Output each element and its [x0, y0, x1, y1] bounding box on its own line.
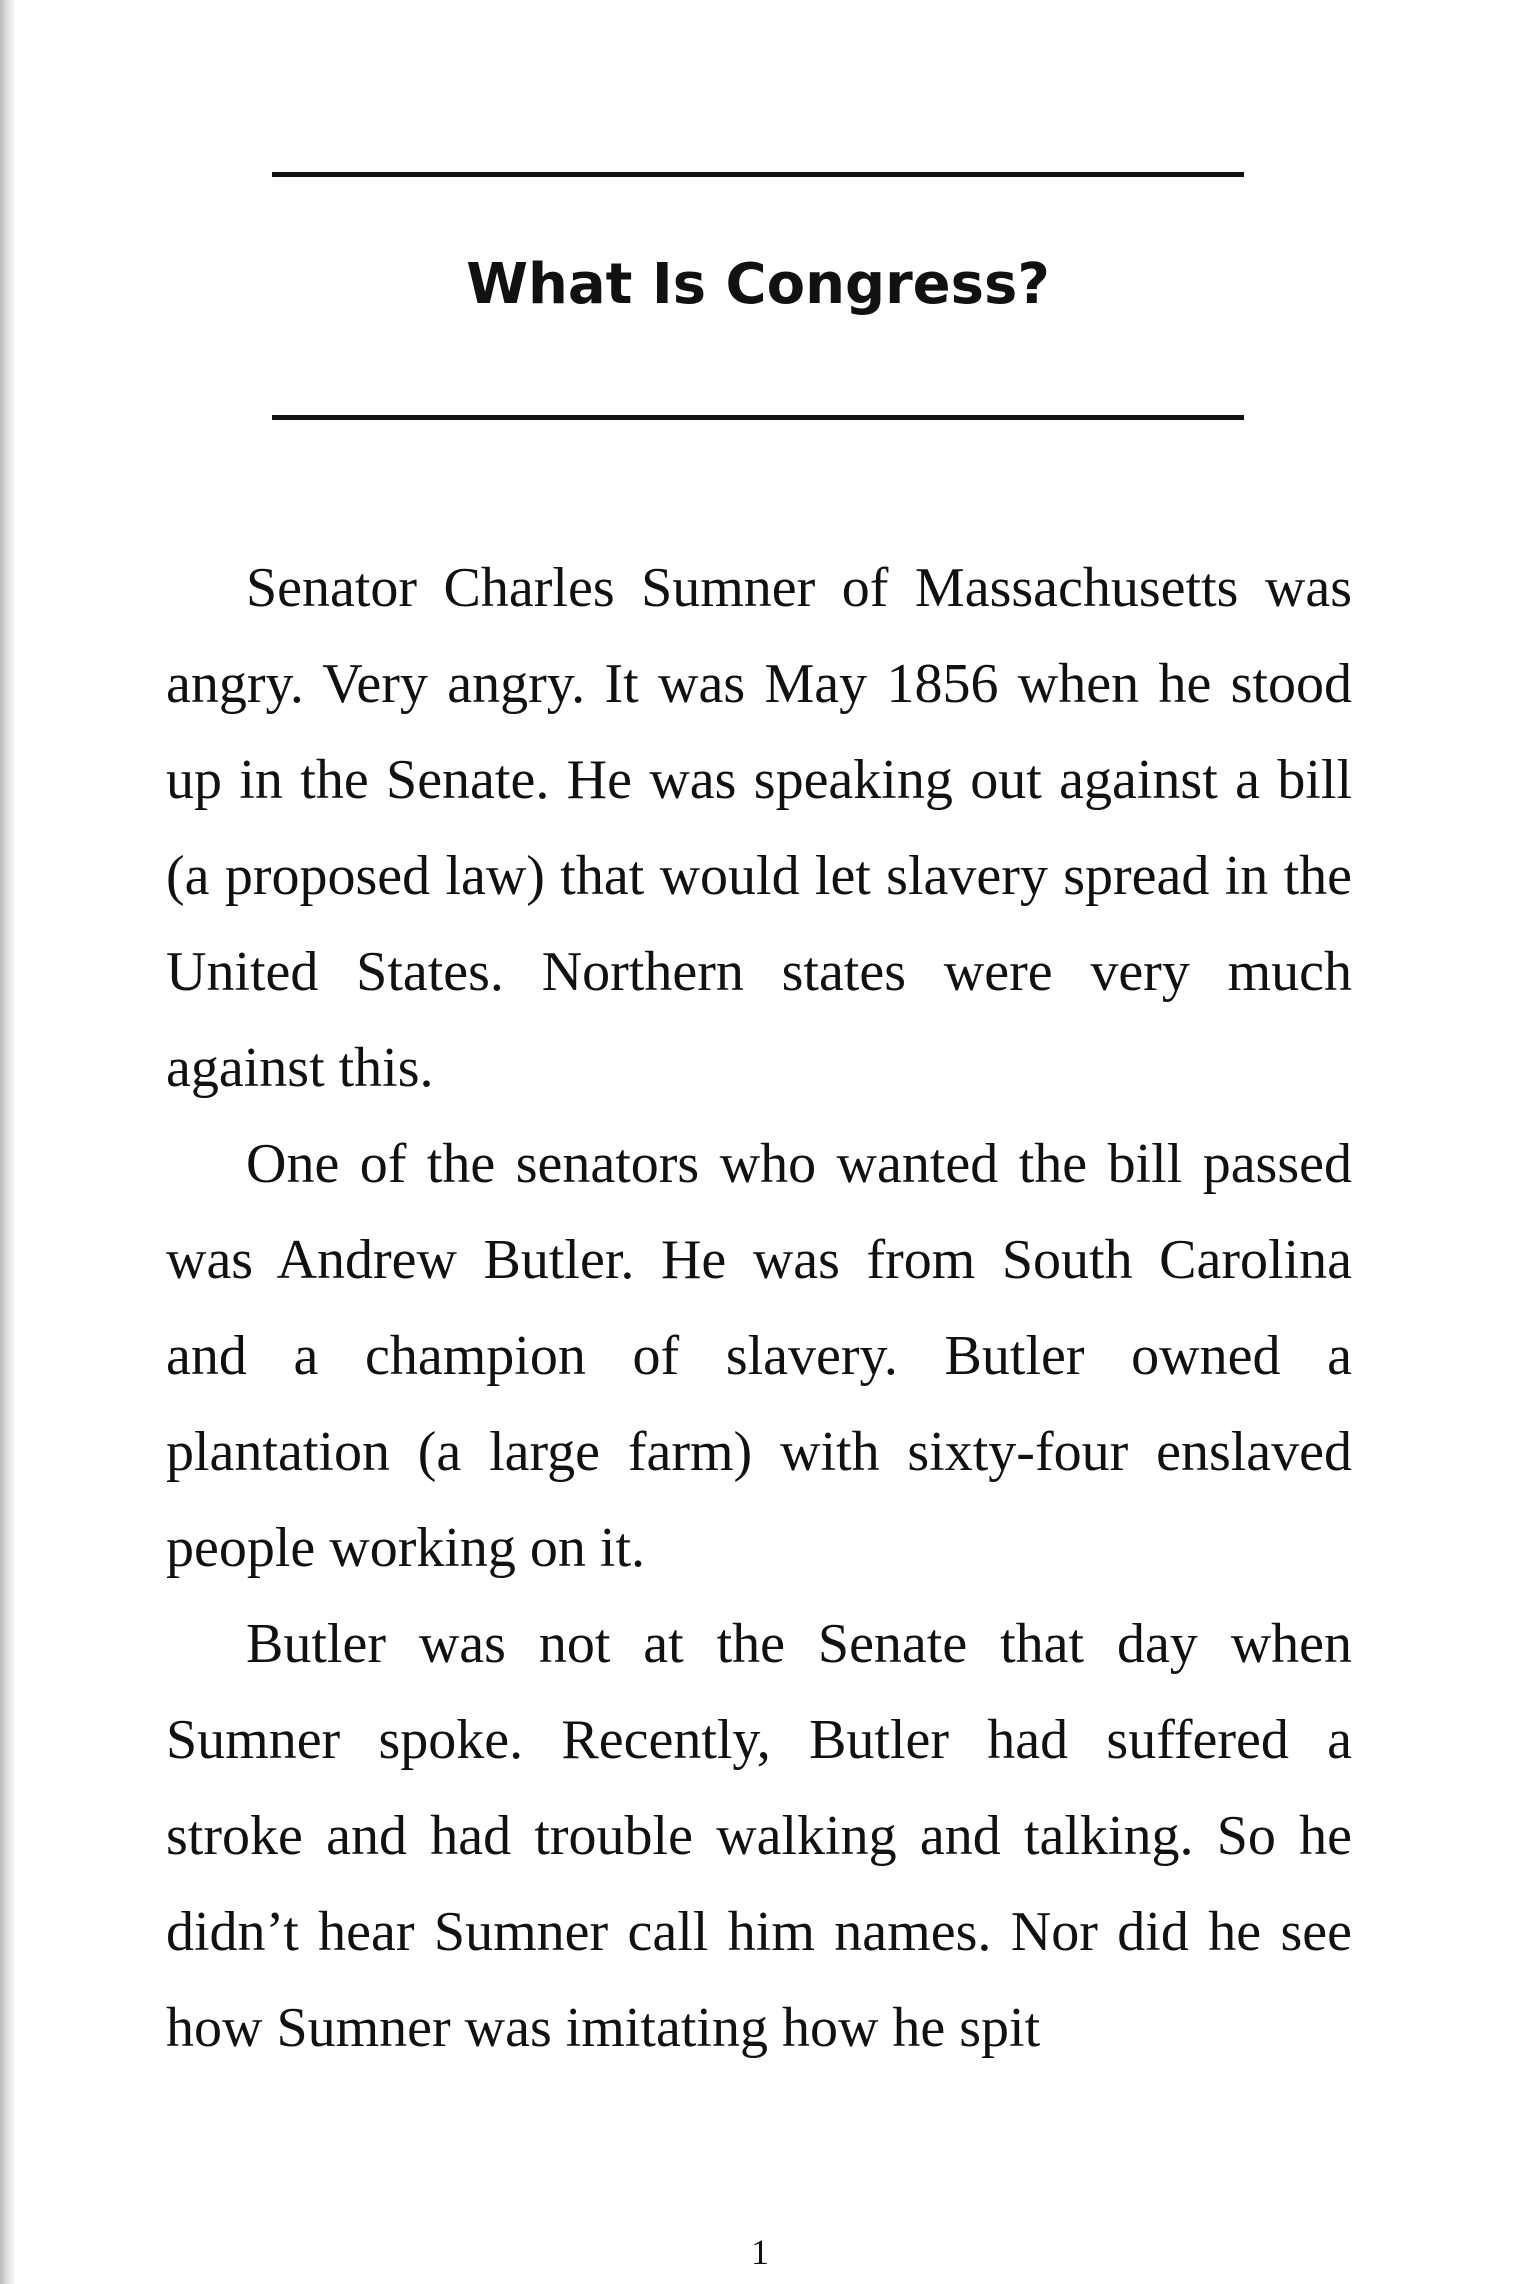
title-rule-top	[272, 172, 1244, 177]
title-rule-bottom	[272, 415, 1244, 420]
page-binding-edge	[0, 0, 14, 2284]
paragraph: One of the senators who wanted the bill passed was Andrew Butler. He was from South Carolina and a champion of slavery. Butler owned a plantation (a large farm) with sixty-four enslaved people working on it.	[166, 1133, 1352, 1579]
paragraph: Senator Charles Sumner of Massachusetts was angry. Very angry. It was May 1856 when he stood up in the Senate. He was speaking out against a bill (a proposed law) that would let slavery spread in the United States. Northern states were very much against this.	[166, 557, 1352, 1099]
page-number: 1	[751, 2232, 769, 2272]
body-text	[166, 540, 1352, 2076]
chapter-title: What Is Congress?	[466, 252, 1050, 317]
paragraph: Butler was not at the Senate that day when Sumner spoke. Recently, Butler had suffered a stroke and had trouble walking and talking. So he didn’t hear Sumner call him names. Nor did he see how Sumner was imitating how he spit	[166, 1613, 1352, 2059]
